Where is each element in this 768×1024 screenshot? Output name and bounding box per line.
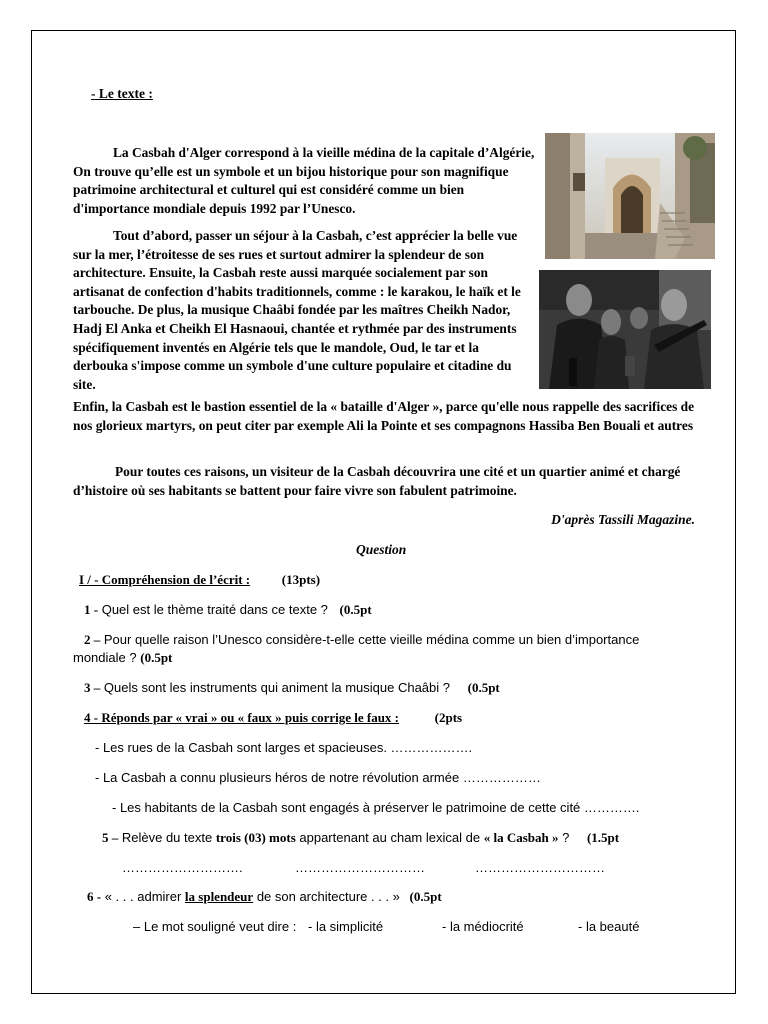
question-3 — [84, 679, 500, 697]
question-6-underlined-word: la splendeur — [184, 889, 254, 904]
question-6-option[interactable]: - la beauté — [578, 919, 640, 934]
section-heading: - Le texte : — [91, 86, 153, 101]
question-title: Question — [356, 542, 407, 557]
question-5 — [102, 829, 619, 847]
battle-of-algiers-photo — [539, 270, 711, 389]
question-5-blank[interactable]: ………………………… — [475, 860, 605, 875]
question-6-option[interactable]: - la simplicité — [308, 919, 384, 934]
section-1-points: (13pts) — [281, 572, 321, 587]
question-5-pre: Relève du texte — [121, 830, 213, 845]
paragraph-4: Pour toutes ces raisons, un visiteur de la Casbah découvrira une cité et un quartier animé et chargé d’histoire où ses habitants se battent pour faire vivre son fabulent patrimoine. — [73, 464, 681, 498]
question-6-sub — [133, 918, 296, 936]
question-3-number: 3 – — [84, 680, 101, 695]
question-1-number: 1 - — [84, 602, 99, 617]
question-6-points: (0.5pt — [409, 889, 442, 904]
question-4-title: 4 - Réponds par « vrai » ou « faux » puis corrige le faux : — [84, 710, 400, 725]
question-6-prompt: – Le mot souligné veut dire : — [133, 919, 297, 934]
question-4-item: - Les rues de la Casbah sont larges et spacieuses. ………………. — [95, 740, 473, 755]
question-4-points: (2pts — [434, 710, 463, 725]
question-5-bold-theme: « la Casbah » — [483, 830, 559, 845]
question-1-text: Quel est le thème traité dans ce texte ? — [101, 602, 328, 617]
question-6-option[interactable]: - la médiocrité — [442, 919, 524, 934]
question-5-bold-count: trois (03) mots — [215, 830, 296, 845]
question-6 — [87, 888, 442, 906]
section-1-title: I / - Compréhension de l’écrit : — [79, 572, 251, 587]
question-2-text: Pour quelle raison l’Unesco considère-t-elle cette vieille médina comme un bien d’importance mondiale ? — [73, 632, 640, 665]
question-3-text: Quels sont les instruments qui animent la musique Chaâbi ? — [103, 680, 450, 695]
question-5-points: (1.5pt — [586, 830, 620, 845]
question-4-item: - La Casbah a connu plusieurs héros de notre révolution armée ……………… — [95, 770, 541, 785]
question-5-number: 5 – — [102, 830, 119, 845]
paragraph-3: Enfin, la Casbah est le bastion essentiel de la « bataille d'Alger », parce qu'elle nous rappelle des sacrifices de nos glorieux martyrs, on peut citer par exemple Ali la Pointe et ses compagnons Hassiba Ben Bouali et autres — [73, 399, 695, 433]
question-4-heading — [84, 709, 462, 727]
question-1 — [84, 601, 372, 619]
question-5-blank[interactable]: ………………………… — [295, 860, 425, 875]
question-1-points: (0.5pt — [339, 602, 372, 617]
question-5-blank[interactable]: ………………………. — [122, 860, 243, 875]
source-citation: D'après Tassili Magazine. — [551, 512, 695, 527]
question-6-post: de son architecture . . . » — [256, 889, 400, 904]
question-4-item: - Les habitants de la Casbah sont engagés à préserver le patrimoine de cette cité …………. — [112, 800, 640, 815]
question-6-number: 6 - — [87, 889, 102, 904]
question-2-number: 2 – — [84, 632, 101, 647]
section-1-heading — [79, 571, 320, 589]
paragraph-1: La Casbah d'Alger correspond à la vieille médina de la capitale d’Algérie, On trouve qu’elle est un symbole et un bijou historique pour son magnifique patrimoine architectural et culturel qui est considéré comme un bien d'importance mondiale depuis 1992 par l’Unesco. — [73, 145, 535, 216]
question-5-mid: appartenant au cham lexical de — [299, 830, 481, 845]
paragraph-2: Tout d’abord, passer un séjour à la Casbah, c’est apprécier la belle vue sur la mer, l’étroitesse de ses rues et surtout admirer la splendeur de son architecture. Ensuite, la Casbah reste aussi marquée socialement par son artisanat de confection d'habits traditionnels, comme : le karakou, le haïk et le tarbouche. De plus, la musique Chaâbi fondée par les maîtres Cheikh Nador, Hadj El Anka et Cheikh El Hasnaoui, chantée et rythmée par des instruments spécifiquement inventés en Algérie tels que le mandole, Oud, le tar et la derbouka s'impose comme un symbole d'une culture populaire et citadine du site. — [73, 228, 521, 392]
question-6-pre: « . . . admirer — [104, 889, 182, 904]
question-2 — [73, 631, 663, 667]
question-2-points: (0.5pt — [140, 650, 173, 665]
question-5-post: ? — [562, 830, 570, 845]
casbah-alley-photo — [545, 133, 715, 259]
question-3-points: (0.5pt — [467, 680, 500, 695]
